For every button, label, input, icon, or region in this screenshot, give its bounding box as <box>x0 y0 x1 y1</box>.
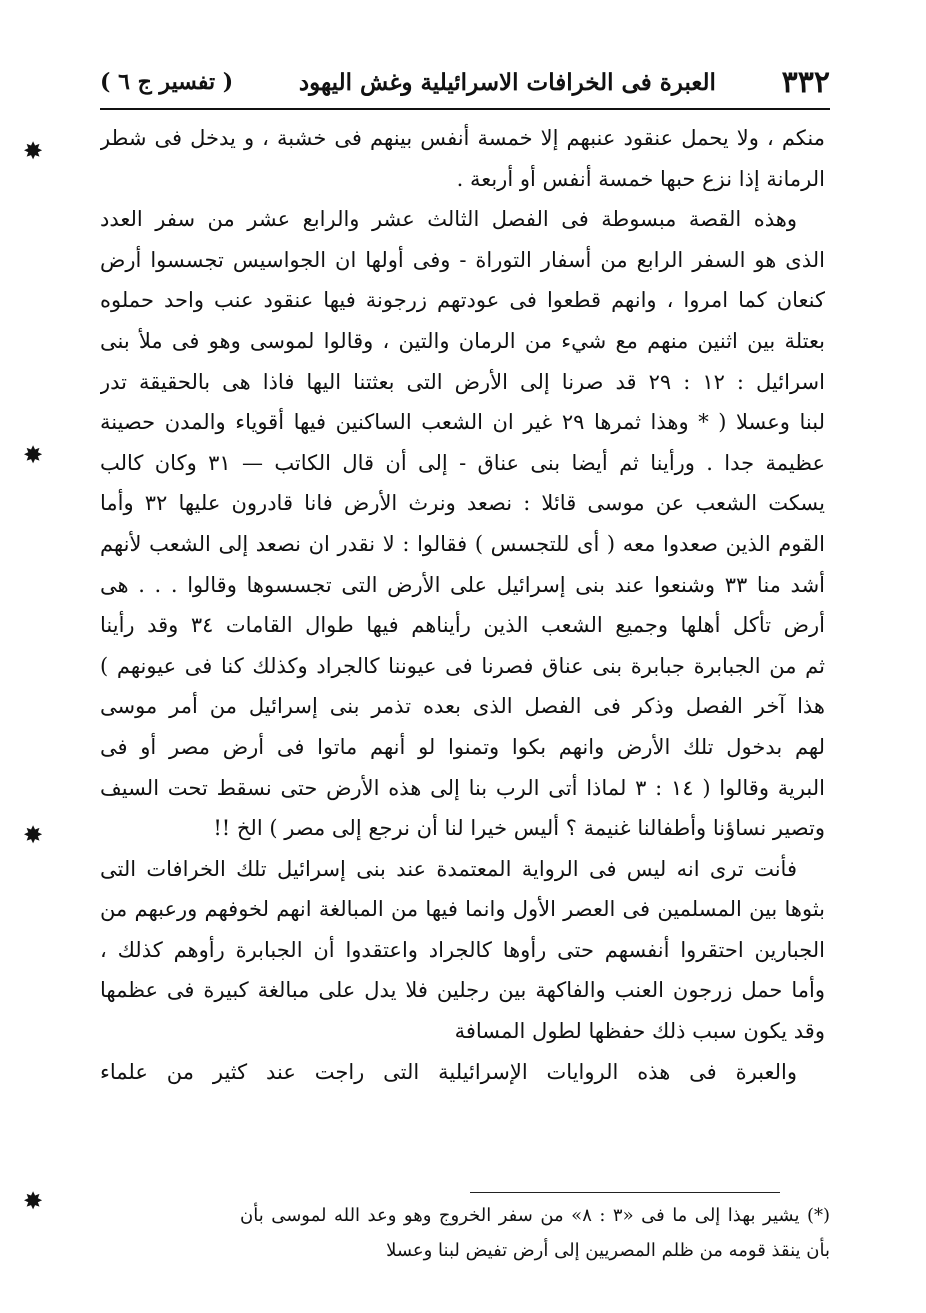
star-ornament-icon: ✸ <box>22 137 44 165</box>
text-line: لبنا وعسلا ( * وهذا ثمرها ٢٩ غير ان الشعب الساكنين فيها أقوياء والمدن حصينة <box>100 410 825 435</box>
star-ornament-icon: ✸ <box>22 821 44 849</box>
text-line: وهذه القصة مبسوطة فى الفصل الثالث عشر والرابع عشر من سفر العدد <box>100 207 797 232</box>
text-line: وتصير نساؤنا وأطفالنا غنيمة ؟ أليس خيرا لنا أن نرجع إلى مصر ) الخ !! <box>213 816 825 841</box>
text-line: وقد يكون سبب ذلك حفظها لطول المسافة <box>454 1019 825 1044</box>
section-label: ( تفسير ج ٦ ) <box>100 69 234 95</box>
text-line: الجبارين احتقروا أنفسهم حتى رأوها كالجراد واعتقدوا أن الجبابرة رأوهم كذلك ، <box>100 937 825 962</box>
text-line: كنعان كما امروا ، وانهم قطعوا فى عودتهم زرجونة فيها عنقود عنب واحد حملوه <box>100 288 825 313</box>
text-line: الرمانة إذا نزع حبها خمسة أنفس أو أربعة . <box>456 166 825 191</box>
star-ornament-icon: ✸ <box>22 1187 44 1215</box>
text-line: أشد منا ٣٣ وشنعوا عند بنى إسرائيل على الأرض التى تجسسوها وقالوا . . . هى <box>100 572 825 597</box>
footnote-rule <box>470 1192 780 1193</box>
star-ornament-icon: ✸ <box>22 441 44 469</box>
text-line: القوم الذين صعدوا معه ( أى للتجسس ) فقالوا : لا نقدر ان نصعد إلى الشعب لأنهم <box>100 531 825 556</box>
footnote-line: (*) يشير بهذا إلى ما فى «٣ : ٨» من سفر الخروج وهو وعد الله لموسى بأن <box>240 1205 830 1226</box>
footnote-line: بأن ينقذ قومه من ظلم المصريين إلى أرض تفيض لبنا وعسلا <box>386 1240 830 1261</box>
text-line: عظيمة جدا . ورأينا ثم أيضا بنى عناق - إلى أن قال الكاتب — ٣١ وكان كالب <box>100 450 825 475</box>
footnotes <box>240 1198 830 1268</box>
text-line: اسرائيل : ١٢ : ٢٩ قد صرنا إلى الأرض التى بعثتنا اليها فاذا هى بالحقيقة تدر <box>100 369 825 394</box>
text-line: وأما حمل زرجون العنب والفاكهة بين رجلين فلا يدل على مبالغة كبيرة فى عظمها <box>100 978 825 1003</box>
page-header <box>100 62 830 102</box>
page-number: ٣٣٢ <box>781 64 830 100</box>
text-line: والعبرة فى هذه الروايات الإسرائيلية التى راجت عند كثير من علماء <box>100 1059 797 1084</box>
text-line: ثم من الجبابرة جبابرة بنى عناق فصرنا فى عيوننا كالجراد وكذلك كنا فى عيونهم ) <box>100 653 825 678</box>
text-line: بثوها بين المسلمين فى العصر الأول وانما فيها من المبالغة انهم لخوفهم ورعبهم من <box>100 897 825 922</box>
text-line: بعتلة بين اثنين منهم مع شيء من الرمان والتين ، وقالوا لموسى وهو فى ملأ بنى <box>100 328 825 353</box>
text-line: لهم بدخول تلك الأرض وانهم بكوا وتمنوا لو أنهم ماتوا فى أرض مصر أو فى <box>100 734 825 759</box>
header-rule <box>100 108 830 110</box>
text-line: الذى هو السفر الرابع من أسفار التوراة - وفى أولها ان الجواسيس تجسسوا أرض <box>100 247 825 272</box>
text-line: هذا آخر الفصل وذكر فى الفصل الذى بعده تذمر بنى إسرائيل من أمر موسى <box>100 694 825 719</box>
body-text <box>100 118 825 1092</box>
text-line: يسكت الشعب عن موسى قائلا : نصعد ونرث الأرض فانا قادرون عليها ٣٢ وأما <box>100 491 825 516</box>
text-line: البرية وقالوا ( ١٤ : ٣ لماذا أتى الرب بنا إلى هذه الأرض حتى نسقط تحت السيف <box>100 775 825 800</box>
running-title: العبرة فى الخرافات الاسرائيلية وغش اليهود <box>298 68 716 96</box>
text-line: منكم ، ولا يحمل عنقود عنبهم إلا خمسة أنفس بينهم فى خشبة ، و يدخل فى شطر <box>100 126 825 150</box>
text-line: فأنت ترى انه ليس فى الرواية المعتمدة عند بنى إسرائيل تلك الخرافات التى <box>100 856 797 881</box>
text-line: أرض تأكل أهلها وجميع الشعب الذين رأيناهم فيها طوال القامات ٣٤ وقد رأينا <box>100 613 825 638</box>
